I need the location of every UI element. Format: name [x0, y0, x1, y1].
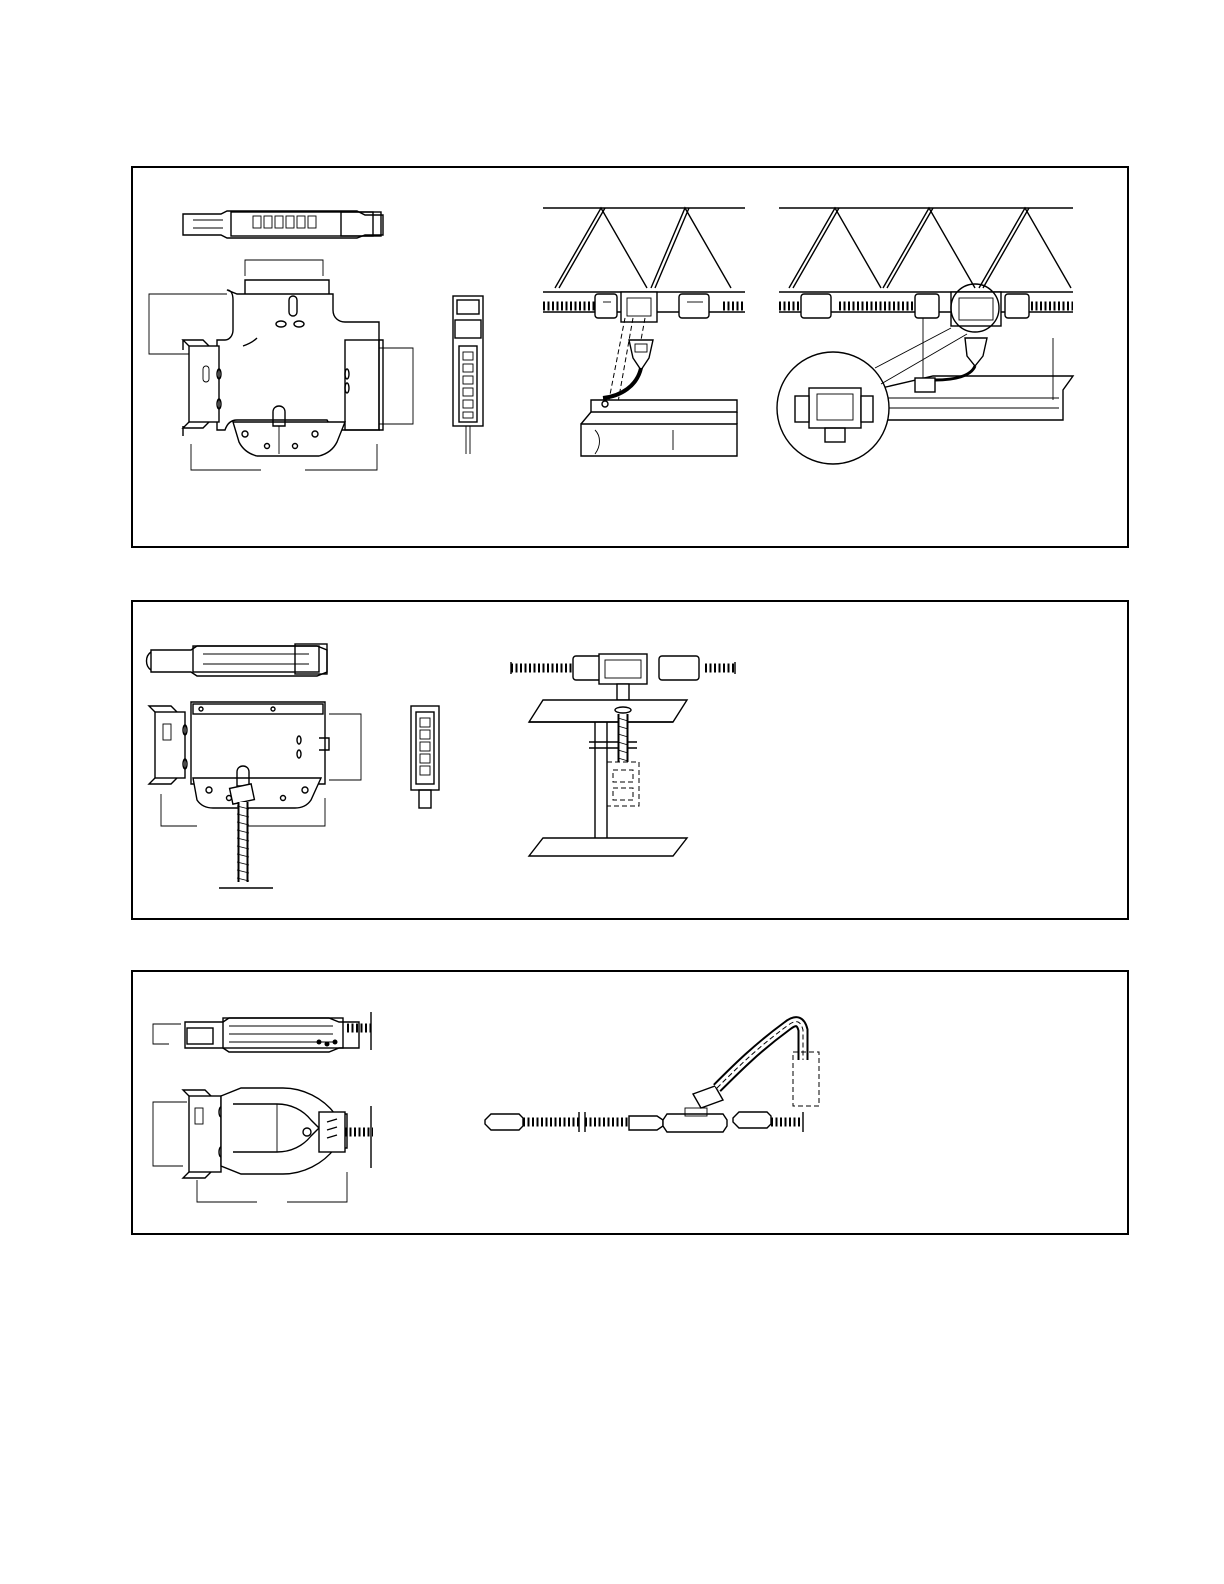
panel-2-drawing — [133, 602, 1131, 922]
panel-y-connector — [131, 970, 1129, 1235]
installation-multi-truss-with-detail — [777, 208, 1073, 464]
installation-cable-run — [485, 1022, 819, 1132]
drop-connector-end-view — [411, 706, 439, 808]
drop-connector-top-view — [147, 644, 328, 676]
panel-3-drawing — [133, 972, 1131, 1237]
panel-tee-connector — [131, 166, 1129, 548]
installation-beam-drop — [511, 654, 735, 856]
tee-connector-end-view — [453, 296, 483, 454]
panel-1-drawing — [133, 168, 1131, 550]
panel-drop-connector — [131, 600, 1129, 920]
tee-connector-plan-view — [149, 260, 413, 470]
tee-connector-top-view — [183, 211, 383, 238]
installation-single-truss — [543, 208, 745, 456]
drop-connector-plan-view — [149, 702, 361, 888]
y-connector-top-view — [153, 1012, 373, 1052]
y-connector-plan-view — [153, 1088, 373, 1202]
